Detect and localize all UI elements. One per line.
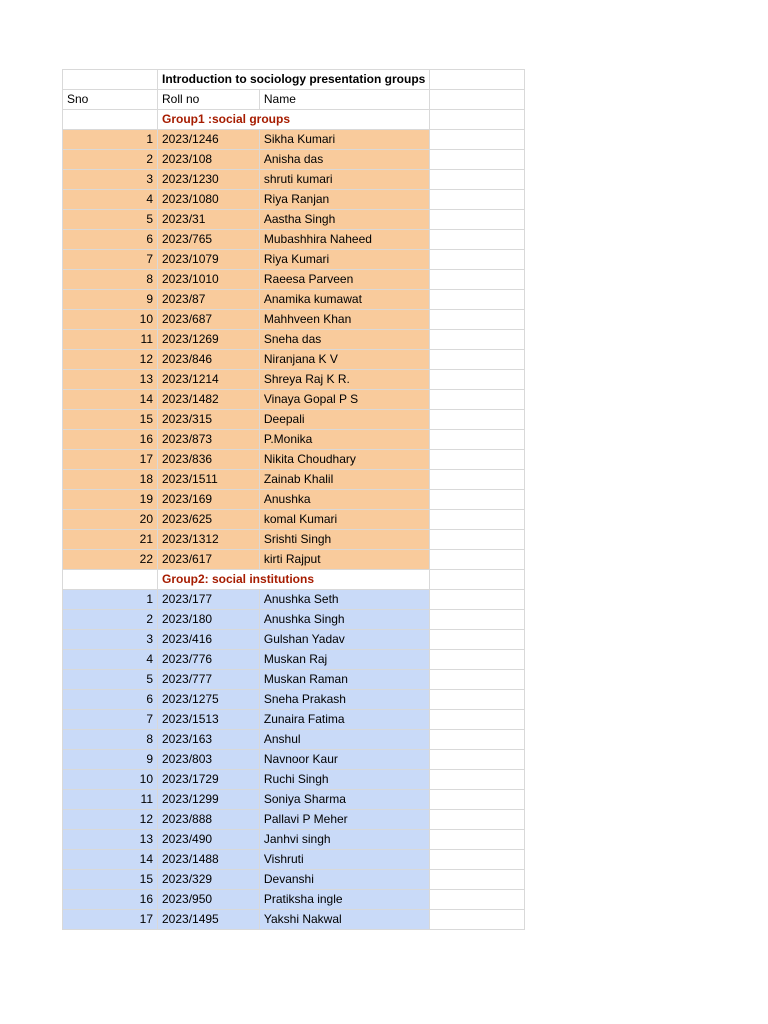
sheet-title: Introduction to sociology presentation groups — [158, 70, 430, 90]
roll-no-cell: 2023/1729 — [158, 770, 260, 790]
empty-cell — [430, 250, 525, 270]
roll-no-cell: 2023/416 — [158, 630, 260, 650]
group-header-row — [63, 570, 525, 590]
roll-no-cell: 2023/1312 — [158, 530, 260, 550]
name-cell: Raeesa Parveen — [259, 270, 429, 290]
table-row — [63, 150, 525, 170]
empty-cell — [63, 570, 158, 590]
empty-cell — [430, 870, 525, 890]
sno-cell: 2 — [63, 150, 158, 170]
name-cell: Aastha Singh — [259, 210, 429, 230]
sno-cell: 8 — [63, 270, 158, 290]
sno-cell: 11 — [63, 790, 158, 810]
table-row — [63, 390, 525, 410]
roll-no-cell: 2023/846 — [158, 350, 260, 370]
roll-no-cell: 2023/776 — [158, 650, 260, 670]
empty-cell — [430, 610, 525, 630]
sno-cell: 9 — [63, 290, 158, 310]
group-title: Group2: social institutions — [158, 570, 430, 590]
empty-cell — [430, 790, 525, 810]
roll-no-cell: 2023/329 — [158, 870, 260, 890]
empty-cell — [430, 670, 525, 690]
name-cell: Navnoor Kaur — [259, 750, 429, 770]
header-name: Name — [259, 90, 429, 110]
table-row — [63, 450, 525, 470]
sno-cell: 1 — [63, 130, 158, 150]
empty-cell — [430, 190, 525, 210]
table-row — [63, 290, 525, 310]
roll-no-cell: 2023/1269 — [158, 330, 260, 350]
name-cell: Gulshan Yadav — [259, 630, 429, 650]
table-body — [63, 70, 525, 930]
name-cell: Sneha Prakash — [259, 690, 429, 710]
empty-cell — [430, 430, 525, 450]
name-cell: Mubashhira Naheed — [259, 230, 429, 250]
roll-no-cell: 2023/163 — [158, 730, 260, 750]
sno-cell: 6 — [63, 230, 158, 250]
empty-cell — [430, 770, 525, 790]
name-cell: Muskan Raman — [259, 670, 429, 690]
table-row — [63, 630, 525, 650]
sno-cell: 7 — [63, 250, 158, 270]
sno-cell: 21 — [63, 530, 158, 550]
name-cell: Anamika kumawat — [259, 290, 429, 310]
empty-cell — [430, 730, 525, 750]
sno-cell: 2 — [63, 610, 158, 630]
name-cell: Anshul — [259, 730, 429, 750]
sno-cell: 3 — [63, 630, 158, 650]
roll-no-cell: 2023/315 — [158, 410, 260, 430]
table-row — [63, 830, 525, 850]
roll-no-cell: 2023/1482 — [158, 390, 260, 410]
empty-cell — [430, 850, 525, 870]
sno-cell: 10 — [63, 770, 158, 790]
table-row — [63, 850, 525, 870]
name-cell: Sneha das — [259, 330, 429, 350]
roll-no-cell: 2023/625 — [158, 510, 260, 530]
name-cell: Nikita Choudhary — [259, 450, 429, 470]
table-row — [63, 790, 525, 810]
name-cell: kirti Rajput — [259, 550, 429, 570]
roll-no-cell: 2023/873 — [158, 430, 260, 450]
sno-cell: 15 — [63, 410, 158, 430]
name-cell: Vinaya Gopal P S — [259, 390, 429, 410]
empty-cell — [430, 70, 525, 90]
name-cell: P.Monika — [259, 430, 429, 450]
table-row — [63, 370, 525, 390]
roll-no-cell: 2023/177 — [158, 590, 260, 610]
table-row — [63, 890, 525, 910]
roll-no-cell: 2023/836 — [158, 450, 260, 470]
name-cell: komal Kumari — [259, 510, 429, 530]
sno-cell: 3 — [63, 170, 158, 190]
table-row — [63, 610, 525, 630]
name-cell: Zainab Khalil — [259, 470, 429, 490]
table-row — [63, 810, 525, 830]
roll-no-cell: 2023/1246 — [158, 130, 260, 150]
empty-cell — [430, 370, 525, 390]
sno-cell: 10 — [63, 310, 158, 330]
sno-cell: 14 — [63, 850, 158, 870]
roll-no-cell: 2023/1495 — [158, 910, 260, 930]
table-row — [63, 310, 525, 330]
table-row — [63, 430, 525, 450]
sno-cell: 7 — [63, 710, 158, 730]
sno-cell: 12 — [63, 810, 158, 830]
sno-cell: 13 — [63, 830, 158, 850]
table-row — [63, 550, 525, 570]
sno-cell: 14 — [63, 390, 158, 410]
name-cell: Riya Ranjan — [259, 190, 429, 210]
roll-no-cell: 2023/1079 — [158, 250, 260, 270]
name-cell: Yakshi Nakwal — [259, 910, 429, 930]
empty-cell — [430, 490, 525, 510]
empty-cell — [430, 290, 525, 310]
table-row — [63, 130, 525, 150]
roll-no-cell: 2023/1511 — [158, 470, 260, 490]
sno-cell: 5 — [63, 670, 158, 690]
name-cell: Niranjana K V — [259, 350, 429, 370]
presentation-groups-table — [62, 69, 525, 930]
name-cell: Devanshi — [259, 870, 429, 890]
empty-cell — [430, 510, 525, 530]
name-cell: shruti kumari — [259, 170, 429, 190]
roll-no-cell: 2023/1010 — [158, 270, 260, 290]
sno-cell: 6 — [63, 690, 158, 710]
table-row — [63, 190, 525, 210]
name-cell: Pallavi P Meher — [259, 810, 429, 830]
name-cell: Ruchi Singh — [259, 770, 429, 790]
table-row — [63, 470, 525, 490]
roll-no-cell: 2023/1230 — [158, 170, 260, 190]
roll-no-cell: 2023/490 — [158, 830, 260, 850]
empty-cell — [430, 210, 525, 230]
roll-no-cell: 2023/31 — [158, 210, 260, 230]
name-cell: Muskan Raj — [259, 650, 429, 670]
empty-cell — [430, 150, 525, 170]
roll-no-cell: 2023/803 — [158, 750, 260, 770]
title-row — [63, 70, 525, 90]
header-sno: Sno — [63, 90, 158, 110]
sno-cell: 17 — [63, 450, 158, 470]
name-cell: Sikha Kumari — [259, 130, 429, 150]
name-cell: Anushka Singh — [259, 610, 429, 630]
roll-no-cell: 2023/777 — [158, 670, 260, 690]
sno-cell: 16 — [63, 430, 158, 450]
roll-no-cell: 2023/1214 — [158, 370, 260, 390]
roll-no-cell: 2023/87 — [158, 290, 260, 310]
table-row — [63, 690, 525, 710]
table-row — [63, 410, 525, 430]
roll-no-cell: 2023/1513 — [158, 710, 260, 730]
empty-cell — [430, 130, 525, 150]
empty-cell — [430, 810, 525, 830]
empty-cell — [430, 110, 525, 130]
roll-no-cell: 2023/765 — [158, 230, 260, 250]
table-row — [63, 750, 525, 770]
header-row — [63, 90, 525, 110]
empty-cell — [430, 550, 525, 570]
name-cell: Shreya Raj K R. — [259, 370, 429, 390]
sno-cell: 17 — [63, 910, 158, 930]
sno-cell: 8 — [63, 730, 158, 750]
empty-cell — [63, 110, 158, 130]
table-row — [63, 270, 525, 290]
sno-cell: 22 — [63, 550, 158, 570]
roll-no-cell: 2023/1299 — [158, 790, 260, 810]
name-cell: Srishti Singh — [259, 530, 429, 550]
table-row — [63, 170, 525, 190]
sno-cell: 12 — [63, 350, 158, 370]
roll-no-cell: 2023/1275 — [158, 690, 260, 710]
empty-cell — [430, 530, 525, 550]
name-cell: Soniya Sharma — [259, 790, 429, 810]
sno-cell: 20 — [63, 510, 158, 530]
empty-cell — [430, 90, 525, 110]
name-cell: Zunaira Fatima — [259, 710, 429, 730]
empty-cell — [430, 750, 525, 770]
table-row — [63, 350, 525, 370]
sno-cell: 19 — [63, 490, 158, 510]
empty-cell — [430, 630, 525, 650]
table-row — [63, 770, 525, 790]
empty-cell — [430, 390, 525, 410]
empty-cell — [430, 270, 525, 290]
empty-cell — [430, 310, 525, 330]
roll-no-cell: 2023/180 — [158, 610, 260, 630]
empty-cell — [430, 470, 525, 490]
sno-cell: 1 — [63, 590, 158, 610]
table-row — [63, 250, 525, 270]
header-roll-no: Roll no — [158, 90, 260, 110]
roll-no-cell: 2023/1080 — [158, 190, 260, 210]
name-cell: Mahhveen Khan — [259, 310, 429, 330]
empty-cell — [430, 410, 525, 430]
sno-cell: 9 — [63, 750, 158, 770]
roll-no-cell: 2023/950 — [158, 890, 260, 910]
name-cell: Pratiksha ingle — [259, 890, 429, 910]
name-cell: Vishruti — [259, 850, 429, 870]
table-row — [63, 670, 525, 690]
sno-cell: 18 — [63, 470, 158, 490]
table-row — [63, 210, 525, 230]
roll-no-cell: 2023/617 — [158, 550, 260, 570]
empty-cell — [430, 350, 525, 370]
sno-cell: 5 — [63, 210, 158, 230]
name-cell: Deepali — [259, 410, 429, 430]
sno-cell: 15 — [63, 870, 158, 890]
roll-no-cell: 2023/169 — [158, 490, 260, 510]
roll-no-cell: 2023/108 — [158, 150, 260, 170]
sno-cell: 16 — [63, 890, 158, 910]
roll-no-cell: 2023/687 — [158, 310, 260, 330]
sno-cell: 4 — [63, 650, 158, 670]
group-header-row — [63, 110, 525, 130]
empty-cell — [430, 450, 525, 470]
empty-cell — [430, 330, 525, 350]
table-row — [63, 710, 525, 730]
empty-cell — [430, 710, 525, 730]
table-row — [63, 910, 525, 930]
name-cell: Riya Kumari — [259, 250, 429, 270]
empty-cell — [430, 690, 525, 710]
table-row — [63, 730, 525, 750]
empty-cell — [430, 650, 525, 670]
roll-no-cell: 2023/888 — [158, 810, 260, 830]
table-row — [63, 330, 525, 350]
name-cell: Anushka Seth — [259, 590, 429, 610]
table-row — [63, 230, 525, 250]
empty-cell — [430, 590, 525, 610]
sno-cell: 13 — [63, 370, 158, 390]
table-row — [63, 530, 525, 550]
table-row — [63, 590, 525, 610]
empty-cell — [430, 570, 525, 590]
table-row — [63, 650, 525, 670]
sno-cell: 4 — [63, 190, 158, 210]
roll-no-cell: 2023/1488 — [158, 850, 260, 870]
empty-cell — [430, 890, 525, 910]
empty-cell — [430, 170, 525, 190]
empty-cell — [430, 830, 525, 850]
name-cell: Anushka — [259, 490, 429, 510]
name-cell: Anisha das — [259, 150, 429, 170]
sno-cell: 11 — [63, 330, 158, 350]
empty-cell — [430, 910, 525, 930]
table-row — [63, 870, 525, 890]
table-row — [63, 490, 525, 510]
group-title: Group1 :social groups — [158, 110, 430, 130]
empty-cell — [430, 230, 525, 250]
title-spacer-cell — [63, 70, 158, 90]
table-row — [63, 510, 525, 530]
name-cell: Janhvi singh — [259, 830, 429, 850]
